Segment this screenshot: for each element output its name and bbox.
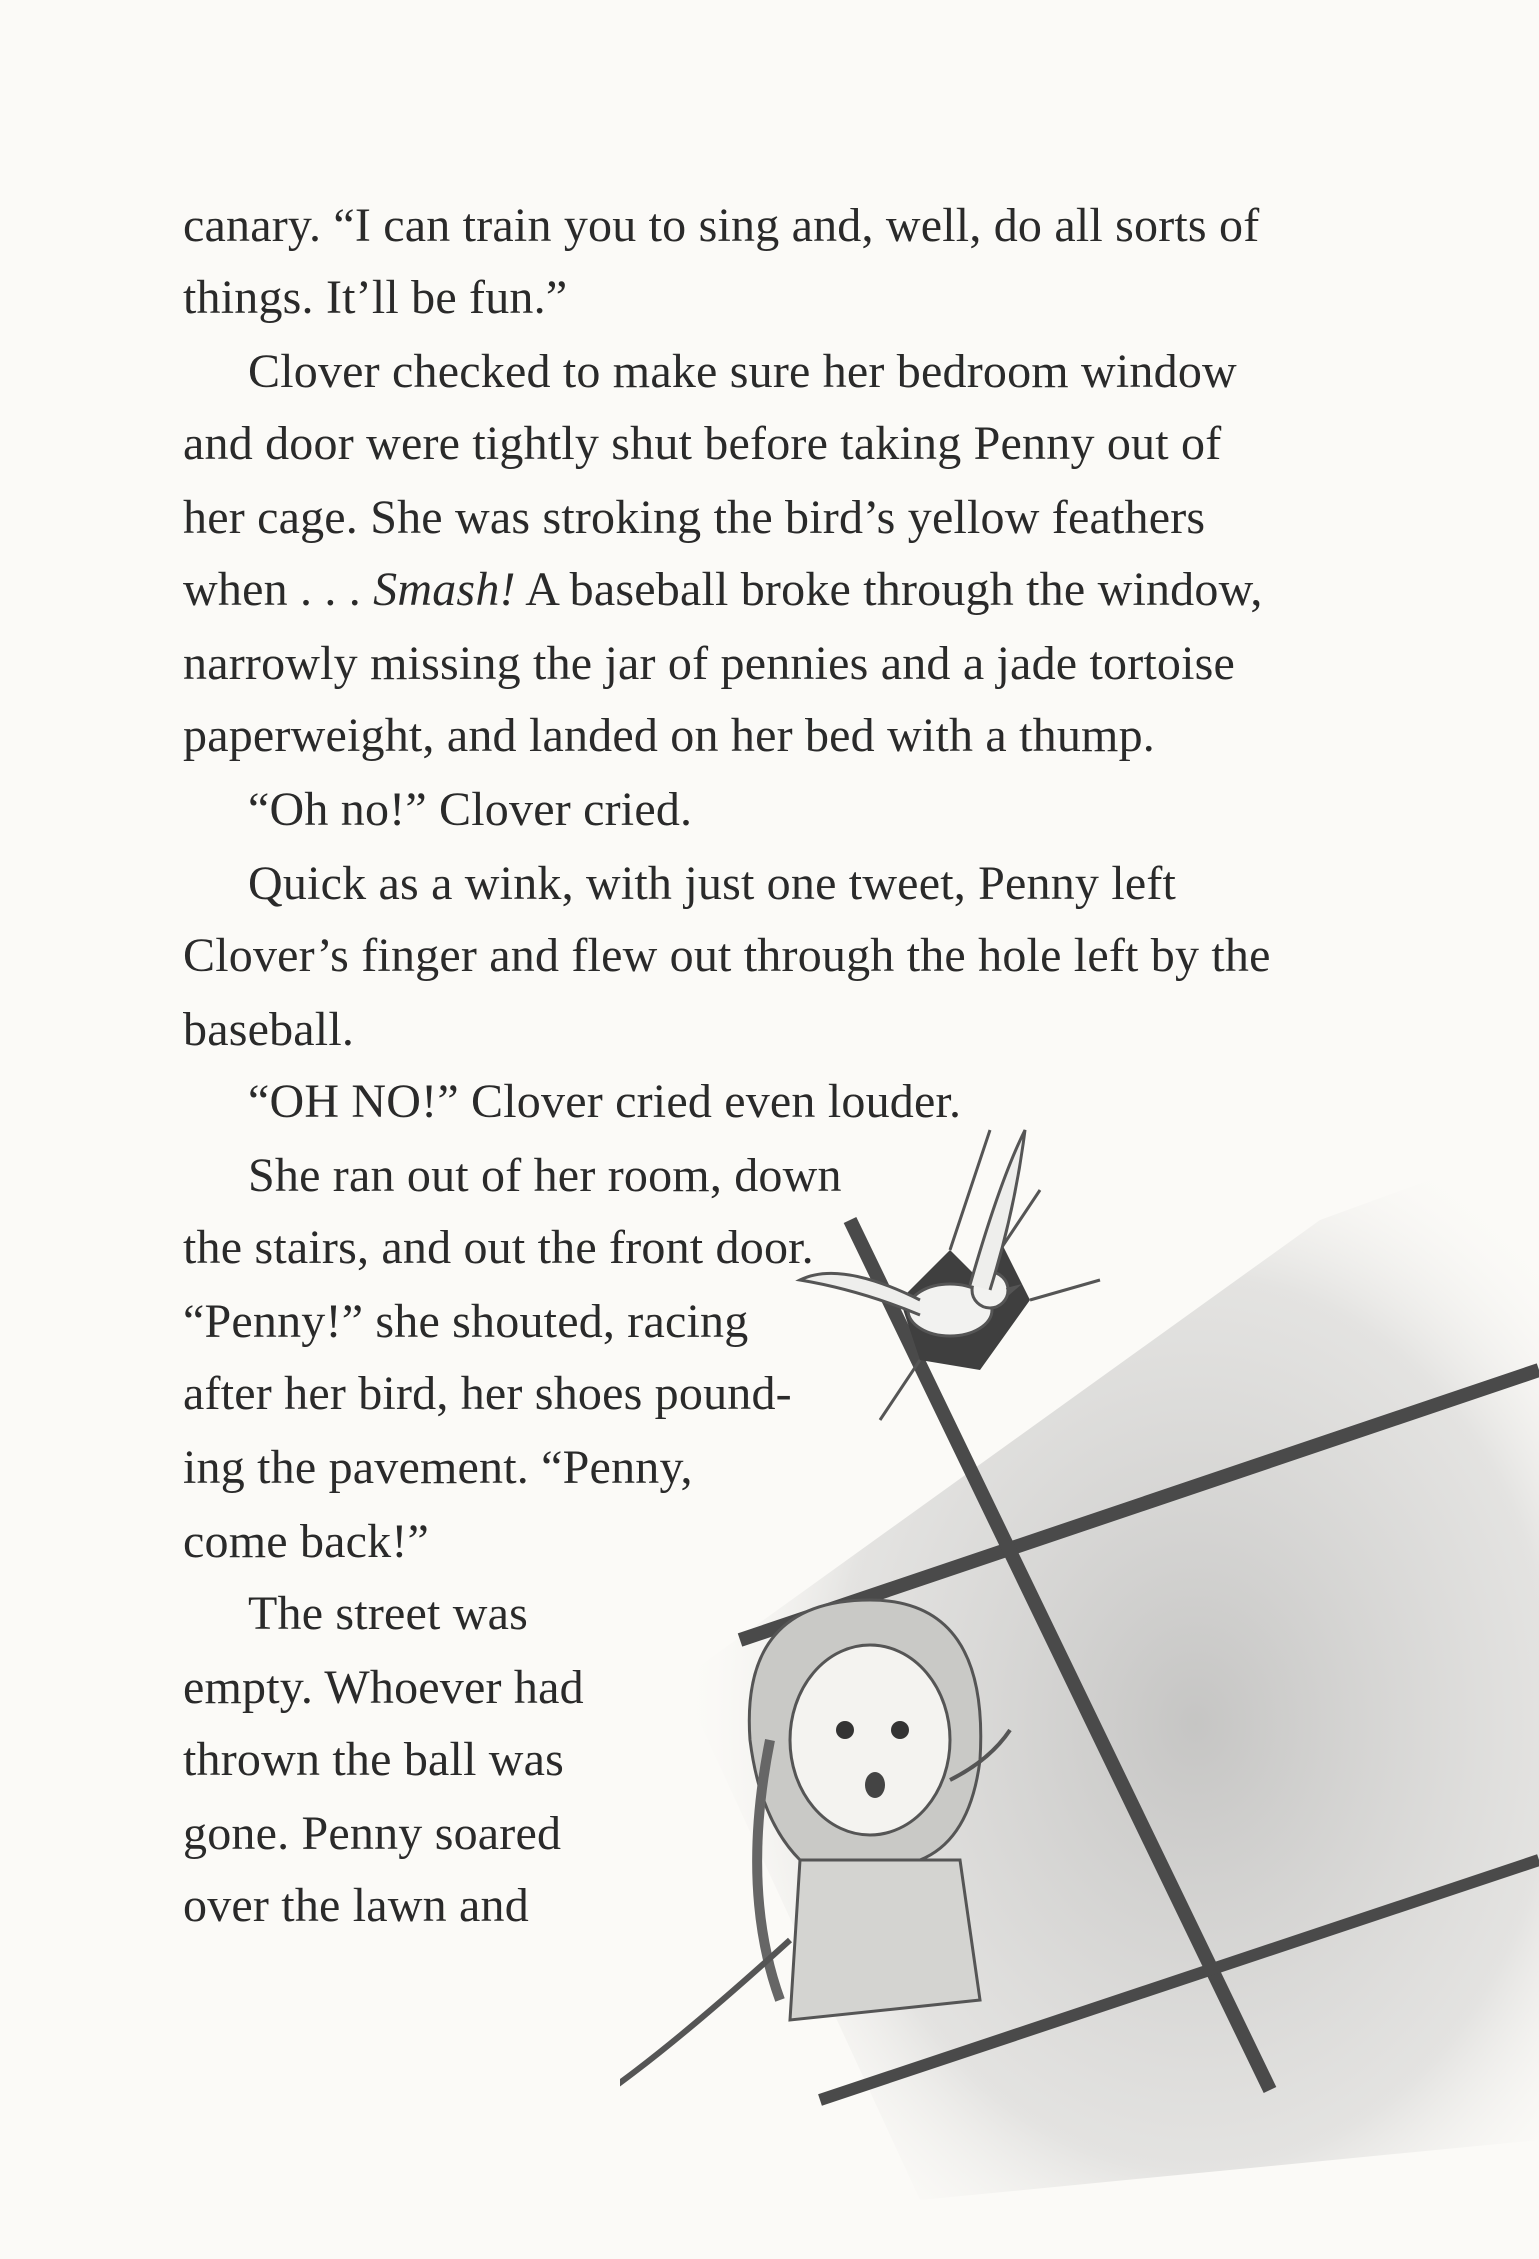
text-line-7: narrowly missing the jar of pennies and a jade tortoise	[183, 637, 1236, 690]
text-line-10: Quick as a wink, with just one tweet, Penny left	[248, 857, 1177, 910]
text-segment: A baseball broke through the window,	[515, 563, 1263, 616]
text-line-19: come back!”	[183, 1515, 430, 1568]
text-line-15: the stairs, and out the front door.	[183, 1221, 814, 1274]
text-line-5: her cage. She was stroking the bird’s yellow feathers	[183, 491, 1206, 544]
text-line-8: paperweight, and landed on her bed with a thump.	[183, 709, 1155, 762]
bird	[800, 1130, 1025, 1336]
text-line-12: baseball.	[183, 1003, 355, 1056]
pencil-illustration	[620, 1040, 1539, 2240]
text-line-18: ing the pavement. “Penny,	[183, 1441, 693, 1494]
text-line-24: over the lawn and	[183, 1879, 529, 1932]
text-segment: when . . .	[183, 563, 374, 616]
text-line-21: empty. Whoever had	[183, 1661, 584, 1714]
text-line-16: “Penny!” she shouted, racing	[183, 1295, 749, 1348]
text-line-4: and door were tightly shut before taking Penny out of	[183, 417, 1222, 470]
text-line-23: gone. Penny soared	[183, 1807, 562, 1860]
text-line-22: thrown the ball was	[183, 1733, 565, 1786]
text-emphasis: Smash!	[373, 563, 516, 616]
text-line-13: “OH NO!” Clover cried even louder.	[248, 1075, 962, 1128]
text-line-2: things. It’ll be fun.”	[183, 271, 568, 324]
text-line-11: Clover’s finger and flew out through the hole left by the	[183, 929, 1271, 982]
text-line-14: She ran out of her room, down	[248, 1149, 842, 1202]
text-line-9: “Oh no!” Clover cried.	[248, 783, 693, 836]
text-line-17: after her bird, her shoes pound-	[183, 1367, 792, 1420]
text-line-20: The street was	[248, 1587, 529, 1640]
text-line-3: Clover checked to make sure her bedroom window	[248, 345, 1237, 398]
text-line-1: canary. “I can train you to sing and, well, do all sorts of	[183, 199, 1260, 252]
text-line-6	[183, 554, 1263, 626]
